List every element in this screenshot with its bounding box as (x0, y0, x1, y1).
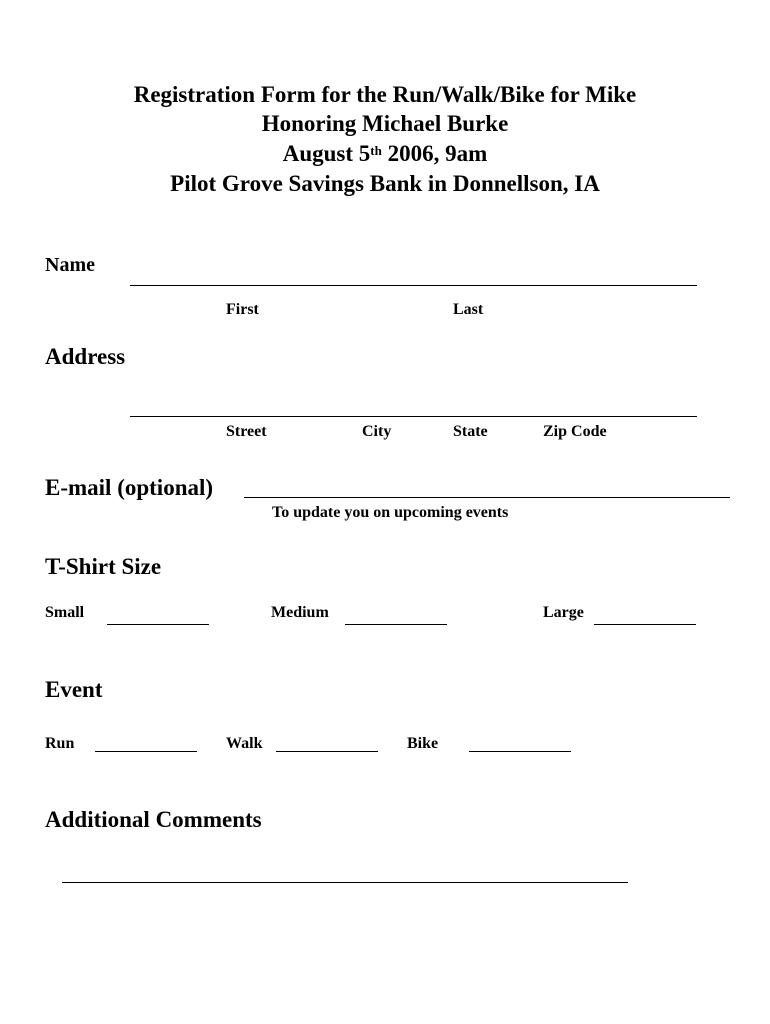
email-field[interactable] (244, 497, 730, 498)
zip-caption: Zip Code (543, 423, 607, 440)
last-name-caption: Last (453, 301, 484, 318)
comments-field[interactable] (62, 882, 628, 883)
location-line: Pilot Grove Savings Bank in Donnellson, IA (170, 171, 600, 196)
event-label: Event (45, 677, 103, 702)
bike-label: Bike (407, 735, 439, 752)
walk-label: Walk (226, 735, 263, 752)
tshirt-label: T-Shirt Size (45, 554, 162, 579)
state-caption: State (453, 423, 488, 440)
run-label: Run (45, 735, 75, 752)
large-label: Large (543, 604, 584, 621)
form-title: Registration Form for the Run/Walk/Bike for Mike (133, 82, 637, 107)
run-field[interactable] (95, 751, 197, 752)
date-time-text: 2006, 9am (381, 141, 488, 166)
address-field[interactable] (130, 416, 697, 417)
bike-field[interactable] (469, 751, 571, 752)
city-caption: City (362, 423, 392, 440)
medium-label: Medium (271, 604, 329, 621)
comments-label: Additional Comments (45, 807, 262, 832)
name-label: Name (45, 254, 95, 276)
email-note: To update you on upcoming events (272, 504, 509, 521)
date-text: August 5 (282, 141, 371, 166)
small-field[interactable] (107, 624, 209, 625)
email-label: E-mail (optional) (45, 475, 214, 500)
first-name-caption: First (226, 301, 259, 318)
address-label: Address (45, 344, 126, 369)
walk-field[interactable] (276, 751, 378, 752)
large-field[interactable] (594, 624, 696, 625)
date-suffix: th (370, 143, 382, 158)
name-field[interactable] (130, 285, 697, 286)
medium-field[interactable] (345, 624, 447, 625)
street-caption: Street (226, 423, 267, 440)
date-line (0, 139, 770, 169)
honoree-line: Honoring Michael Burke (261, 111, 509, 136)
small-label: Small (45, 604, 85, 621)
